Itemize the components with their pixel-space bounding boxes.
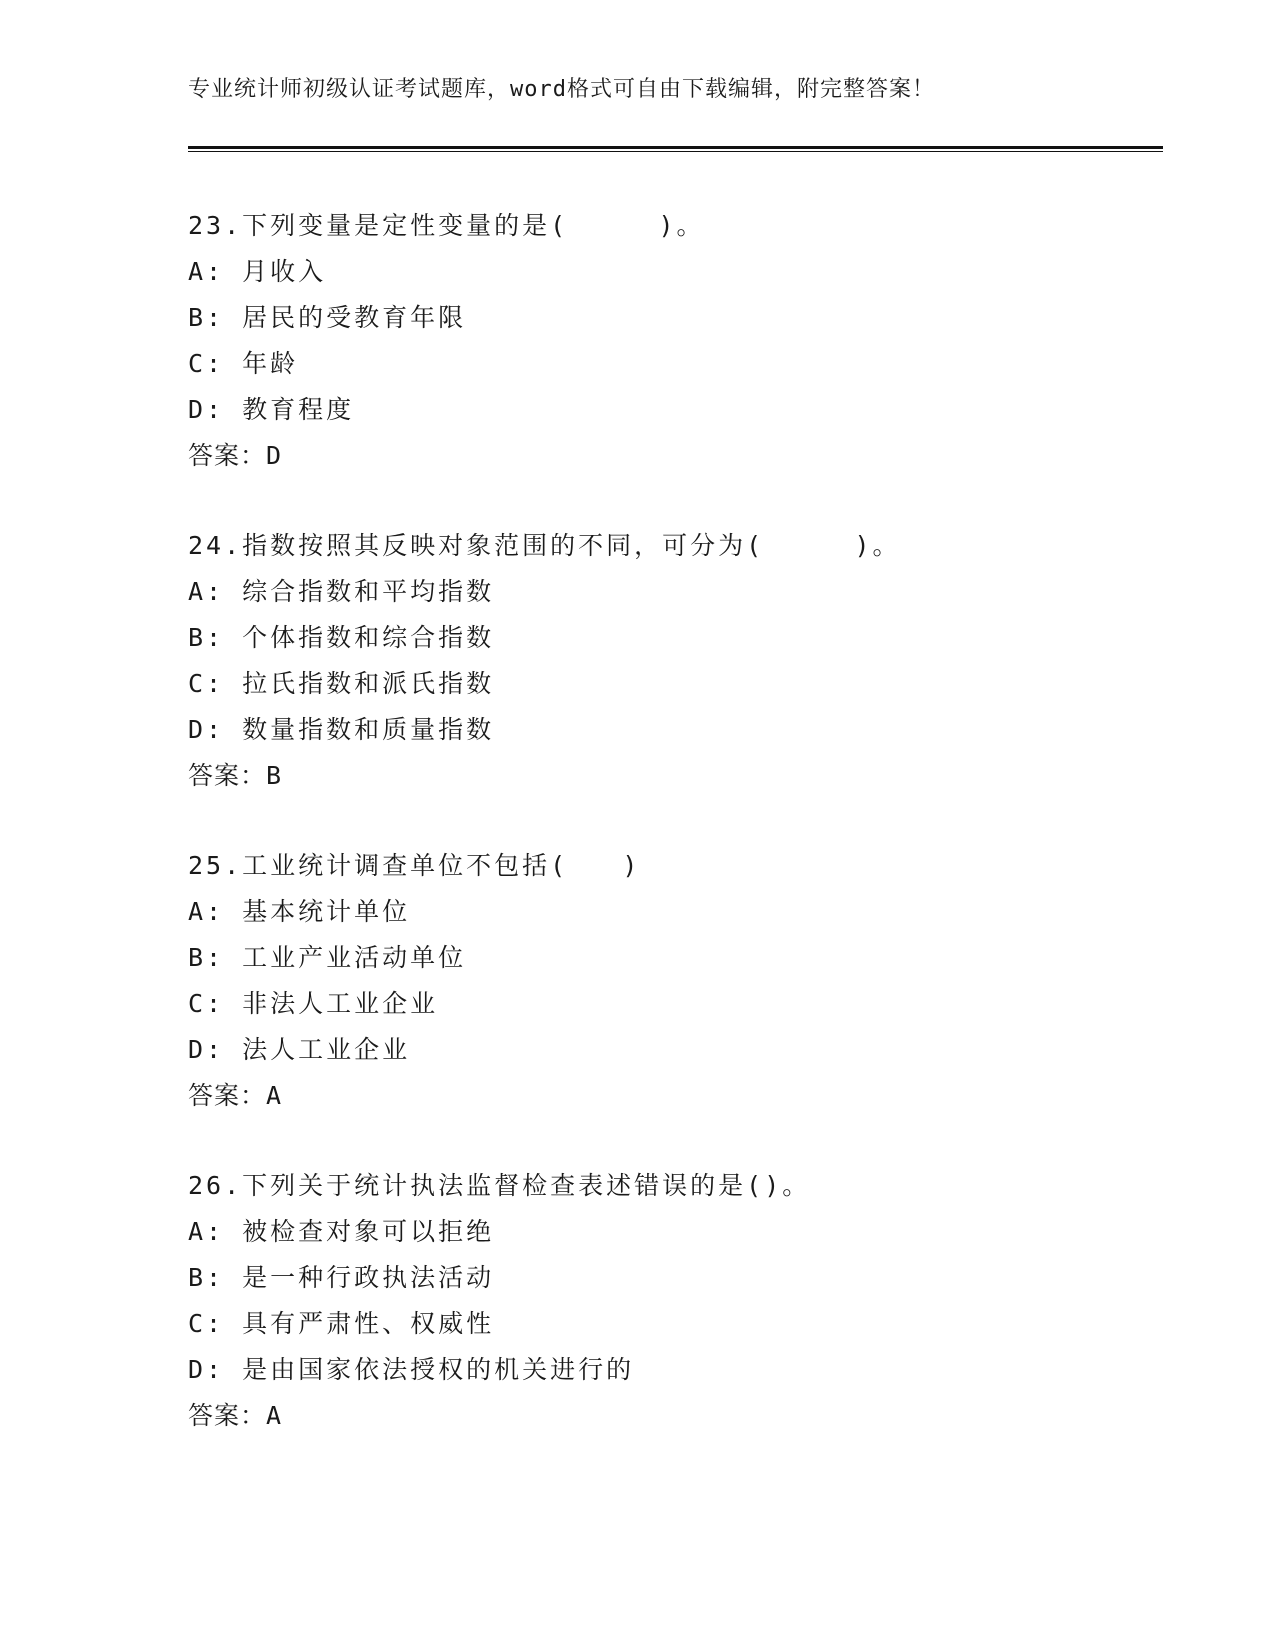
question-item	[188, 1163, 1148, 1439]
header-rule-thick	[188, 146, 1163, 149]
option-b: B: 工业产业活动单位	[188, 943, 467, 972]
question-item	[188, 843, 1148, 1119]
option-d: D: 是由国家依法授权的机关进行的	[188, 1355, 635, 1384]
option-a: A: 综合指数和平均指数	[188, 577, 495, 606]
option-c: C: 拉氏指数和派氏指数	[188, 669, 495, 698]
answer-value: A	[266, 1401, 285, 1430]
header-rule-thin	[188, 151, 1163, 152]
question-list	[188, 203, 1148, 1483]
question-stem: 24.指数按照其反映对象范围的不同，可分为( )。	[188, 531, 901, 560]
answer-value: A	[266, 1081, 285, 1110]
option-a: A: 被检查对象可以拒绝	[188, 1217, 495, 1246]
answer-line	[188, 433, 1148, 479]
option-a: A: 月收入	[188, 257, 327, 286]
question-stem: 23.下列变量是定性变量的是( )。	[188, 211, 705, 240]
answer-label: 答案：	[188, 761, 267, 790]
answer-line	[188, 753, 1148, 799]
answer-label: 答案：	[188, 1081, 267, 1110]
answer-line	[188, 1393, 1148, 1439]
option-b: B: 是一种行政执法活动	[188, 1263, 495, 1292]
question-stem: 25.工业统计调查单位不包括( )	[188, 851, 641, 880]
answer-value: B	[266, 761, 285, 790]
option-d: D: 法人工业企业	[188, 1035, 411, 1064]
option-b: B: 居民的受教育年限	[188, 303, 467, 332]
option-b: B: 个体指数和综合指数	[188, 623, 495, 652]
answer-value: D	[266, 441, 285, 470]
option-c: C: 年龄	[188, 349, 299, 378]
option-c: C: 具有严肃性、权威性	[188, 1309, 495, 1338]
answer-label: 答案：	[188, 441, 267, 470]
option-a: A: 基本统计单位	[188, 897, 411, 926]
question-item	[188, 203, 1148, 479]
option-c: C: 非法人工业企业	[188, 989, 439, 1018]
answer-line	[188, 1073, 1148, 1119]
question-stem: 26.下列关于统计执法监督检查表述错误的是()。	[188, 1171, 811, 1200]
option-d: D: 数量指数和质量指数	[188, 715, 495, 744]
answer-label: 答案：	[188, 1401, 267, 1430]
question-item	[188, 523, 1148, 799]
option-d: D: 教育程度	[188, 395, 355, 424]
page-header: 专业统计师初级认证考试题库，word格式可自由下载编辑，附完整答案！	[188, 77, 935, 102]
